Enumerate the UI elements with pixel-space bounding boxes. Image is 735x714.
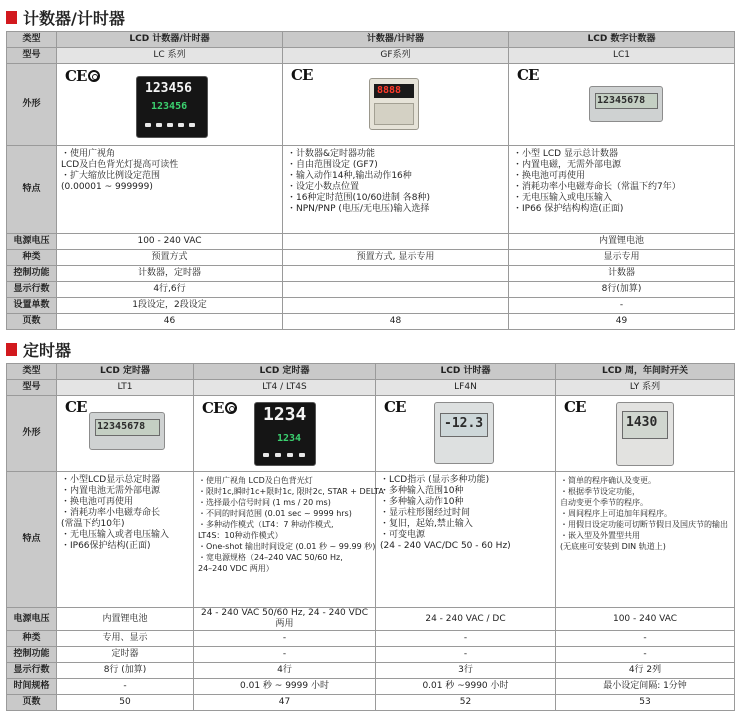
cell-time-spec: 0.01 秒 ~ 9999 小时 (194, 679, 376, 695)
cell-set-unit: 1段设定，2段设定 (57, 298, 283, 314)
features-lc (57, 146, 283, 234)
ce-mark-icon: CE (291, 66, 313, 84)
feature-line: (0.00001 ~ 999999) (61, 182, 153, 192)
cell-voltage: 内置锂电池 (509, 234, 735, 250)
feature-line: ・无电压输入或者电压输入 (61, 530, 170, 540)
feature-line: ・不同的时间范围 (0.01 sec ~ 9999 hrs) (198, 509, 352, 518)
cell-pages: 46 (57, 314, 283, 330)
display-main: 123456 (145, 81, 192, 96)
feature-line: ・自由范围设定 (GF7) (287, 160, 378, 170)
row-label-kind: 种类 (7, 631, 57, 647)
cell-pages: 52 (376, 695, 556, 711)
feature-line: LCD及白色背光灯提高可读性 (61, 160, 179, 170)
row-label-pages: 页数 (7, 695, 57, 711)
row-label-kind: 种类 (7, 250, 57, 266)
ce-mark-icon: CE (517, 66, 539, 84)
certification-marks (65, 398, 87, 416)
features-lt1 (57, 472, 194, 608)
cell-display-rows: 8行(加算) (509, 282, 735, 298)
cell-pages: 48 (283, 314, 509, 330)
cell-voltage: 100 - 240 VAC (556, 608, 735, 631)
cell-time-spec: 0.01 秒 ~9990 小时 (376, 679, 556, 695)
cell-kind: 预置方式, 显示专用 (283, 250, 509, 266)
row-label-control: 控制功能 (7, 266, 57, 282)
certification-marks (291, 66, 313, 84)
row-label-model: 型号 (7, 48, 57, 64)
display-sub: 1234 (277, 433, 302, 444)
timer-spec-table (6, 363, 735, 711)
lc-counter-device (136, 76, 208, 138)
feature-line: ・One-shot 输出时间设定 (0.01 秒 ~ 99.99 秒) (198, 542, 376, 551)
cell-kind: - (194, 631, 376, 647)
feature-line: ・NPN/PNP (电压/无电压)输入选择 (287, 204, 430, 214)
cell-voltage (283, 234, 509, 250)
feature-line: ・用假日设定功能可切断节假日及国庆节的输出 (560, 520, 728, 529)
certification-marks (65, 66, 100, 85)
cell-control: 计数器 (509, 266, 735, 282)
cell-control: - (194, 647, 376, 663)
feature-line: ・嵌入型及外置型共用 (560, 531, 640, 540)
device-button (189, 123, 195, 127)
certification-marks (384, 398, 406, 416)
feature-line: ・内置电池无需外部电源 (61, 486, 161, 496)
feature-line: ・消耗功率小电磁寿命长（常温下约7年） (513, 182, 681, 192)
section-title-text: 计数器/计时器 (23, 8, 125, 28)
cell-control: - (376, 647, 556, 663)
row-label-time-spec: 时间规格 (7, 679, 57, 695)
certification-marks (202, 398, 237, 417)
row-label-features: 特点 (7, 472, 57, 608)
lf4n-timer-device (434, 402, 494, 464)
feature-line: ・设定小数点位置 (287, 182, 360, 192)
feature-line: ・换电池可再使用 (61, 497, 134, 507)
row-label-set-unit: 设置单数 (7, 298, 57, 314)
col-model: LT1 (57, 380, 194, 396)
row-label-appearance: 外形 (7, 396, 57, 472)
col-type: LCD 定时器 (57, 364, 194, 380)
setting-panel (374, 103, 414, 125)
feature-line: ・消耗功率小电磁寿命长 (61, 508, 161, 518)
device-button (178, 123, 184, 127)
feature-line: ・计数器&定时器功能 (287, 149, 376, 159)
display-main: 8888 (377, 85, 402, 96)
device-button (156, 123, 162, 127)
col-type: LCD 定时器 (194, 364, 376, 380)
ce-mark-icon: CE (384, 398, 406, 416)
product-photo-lc (57, 64, 283, 146)
col-type: LCD 计数器/计时器 (57, 32, 283, 48)
row-label-features: 特点 (7, 146, 57, 234)
device-button (145, 123, 151, 127)
device-button (287, 453, 293, 457)
cell-set-unit (283, 298, 509, 314)
feature-line: ・IP66保护结构(正面) (61, 541, 151, 551)
features-ly (556, 472, 735, 608)
feature-line: ・小型 LCD 显示总计数器 (513, 149, 618, 159)
feature-line: ・限时1c,瞬时1c+限时1c, 限时2c, STAR + DELTA (198, 487, 384, 496)
cell-control (283, 266, 509, 282)
feature-line: ・IP66 保护结构构造(正面) (513, 204, 624, 214)
row-label-display-rows: 显示行数 (7, 663, 57, 679)
section-marker-icon (6, 343, 17, 356)
device-button (275, 453, 281, 457)
row-label-type: 类型 (7, 364, 57, 380)
display-main: -12.3 (444, 416, 484, 431)
cell-control: - (556, 647, 735, 663)
ce-mark-icon: CE (564, 398, 586, 416)
section-title-timer (6, 338, 71, 360)
product-photo-ly (556, 396, 735, 472)
lt4-timer-device (254, 402, 316, 466)
cell-display-rows: 3行 (376, 663, 556, 679)
product-photo-gf (283, 64, 509, 146)
col-model: LC 系列 (57, 48, 283, 64)
ce-mark-icon: CE (65, 398, 87, 416)
cell-voltage: 内置锂电池 (57, 608, 194, 631)
display-main: 1430 (626, 415, 658, 430)
ly-timer-device (616, 402, 674, 466)
feature-line: ・输入动作14种,输出动作16种 (287, 171, 412, 181)
feature-line: ・多种输入范围10种 (380, 486, 464, 496)
cell-voltage: 24 - 240 VAC 50/60 Hz, 24 - 240 VDC 两用 (194, 608, 376, 631)
col-model: LC1 (509, 48, 735, 64)
feature-line: ・根据季节设定功能， (560, 487, 640, 496)
feature-line: LT4S：10种动作模式） (198, 531, 283, 540)
row-label-voltage: 电源电压 (7, 234, 57, 250)
product-photo-lc1 (509, 64, 735, 146)
row-label-control: 控制功能 (7, 647, 57, 663)
lc1-counter-device (589, 86, 663, 122)
feature-line: (24 - 240 VAC/DC 50 - 60 Hz) (380, 541, 511, 551)
feature-line: ・无电压输入或电压输入 (513, 193, 613, 203)
feature-line: ・小型LCD显示总定时器 (61, 475, 161, 485)
feature-line: (无底座可安装到 DIN 轨道上) (560, 542, 666, 551)
gf-counter-device (369, 78, 419, 130)
section-title-counter (6, 6, 125, 28)
lt1-timer-device (89, 412, 165, 450)
feature-line: ・换电池可再使用 (513, 171, 586, 181)
device-button (167, 123, 173, 127)
product-photo-lf4n (376, 396, 556, 472)
cell-time-spec: 最小设定间隔: 1分钟 (556, 679, 735, 695)
features-lf4n (376, 472, 556, 608)
counter-spec-table (6, 31, 735, 330)
product-photo-lt1 (57, 396, 194, 472)
feature-line: ・LCD指示 (显示多种功能) (380, 475, 490, 485)
feature-line: ・选择最小信号时间 (1 ms / 20 ms) (198, 498, 331, 507)
cell-display-rows: 4行 2列 (556, 663, 735, 679)
feature-line: ・使用广视角 (61, 149, 116, 159)
cell-voltage: 24 - 240 VAC / DC (376, 608, 556, 631)
row-label-pages: 页数 (7, 314, 57, 330)
cell-kind: 预置方式 (57, 250, 283, 266)
ce-mark-icon: CE (202, 398, 224, 417)
cell-display-rows: 8行 (加算) (57, 663, 194, 679)
kc-mark-icon (88, 70, 100, 82)
cell-kind: - (556, 631, 735, 647)
cell-pages: 53 (556, 695, 735, 711)
feature-line: ・宽电源规格（24–240 VAC 50/60 Hz, (198, 553, 343, 562)
display-main: 12345678 (97, 421, 146, 432)
kc-mark-icon (225, 402, 237, 414)
col-model: LF4N (376, 380, 556, 396)
section-marker-icon (6, 11, 17, 24)
cell-display-rows: 4行 (194, 663, 376, 679)
feature-line: ・多种动作模式（LT4：7 种动作模式, (198, 520, 334, 529)
feature-line: ・显示柱形图经过时间 (380, 508, 471, 518)
display-main: 1234 (263, 404, 307, 425)
feature-line: ・多种输入动作10种 (380, 497, 464, 507)
cell-control: 定时器 (57, 647, 194, 663)
feature-line: ・使用广视角 LCD及白色背光灯 (198, 476, 313, 485)
cell-display-rows (283, 282, 509, 298)
cell-kind: 显示专用 (509, 250, 735, 266)
feature-line: ・简单的程序确认及变更。 (560, 476, 656, 485)
feature-line: ・周间程序上可追加年间程序。 (560, 509, 672, 518)
row-label-type: 类型 (7, 32, 57, 48)
col-type: LCD 数字计数器 (509, 32, 735, 48)
col-type: LCD 计时器 (376, 364, 556, 380)
col-type: 计数器/计时器 (283, 32, 509, 48)
cell-set-unit: - (509, 298, 735, 314)
product-photo-lt4 (194, 396, 376, 472)
row-label-appearance: 外形 (7, 64, 57, 146)
col-model: LY 系列 (556, 380, 735, 396)
cell-control: 计数器，定时器 (57, 266, 283, 282)
cell-time-spec: - (57, 679, 194, 695)
feature-line: ・16种定时范围(10/60进制 各8种) (287, 193, 430, 203)
features-gf (283, 146, 509, 234)
row-label-model: 型号 (7, 380, 57, 396)
certification-marks (517, 66, 539, 84)
cell-display-rows: 4行,6行 (57, 282, 283, 298)
features-lt4 (194, 472, 384, 608)
feature-line: 24–240 VDC 两用） (198, 564, 274, 573)
col-model: GF系列 (283, 48, 509, 64)
row-label-voltage: 电源电压 (7, 608, 57, 631)
certification-marks (564, 398, 586, 416)
feature-line: ・内置电磁，无需外部电源 (513, 160, 622, 170)
device-button (263, 453, 269, 457)
cell-voltage: 100 - 240 VAC (57, 234, 283, 250)
section-title-text: 定时器 (23, 340, 72, 360)
feature-line: ・扩大缩放比例设定范围 (61, 171, 161, 181)
cell-pages: 49 (509, 314, 735, 330)
row-label-display-rows: 显示行数 (7, 282, 57, 298)
col-model: LT4 / LT4S (194, 380, 376, 396)
col-type: LCD 周，年间时开关 (556, 364, 735, 380)
feature-line: ・复旧，起始,禁止输入 (380, 519, 473, 529)
cell-pages: 50 (57, 695, 194, 711)
display-main: 12345678 (597, 95, 646, 106)
device-button (299, 453, 305, 457)
feature-line: 自动变更个季节的程序。 (560, 498, 648, 507)
cell-kind: 专用、显示 (57, 631, 194, 647)
ce-mark-icon: CE (65, 66, 87, 85)
cell-kind: - (376, 631, 556, 647)
feature-line: ・可变电源 (380, 530, 426, 540)
display-sub: 123456 (151, 101, 188, 112)
feature-line: (常温下约10年) (61, 519, 125, 529)
cell-pages: 47 (194, 695, 376, 711)
features-lc1 (509, 146, 735, 234)
